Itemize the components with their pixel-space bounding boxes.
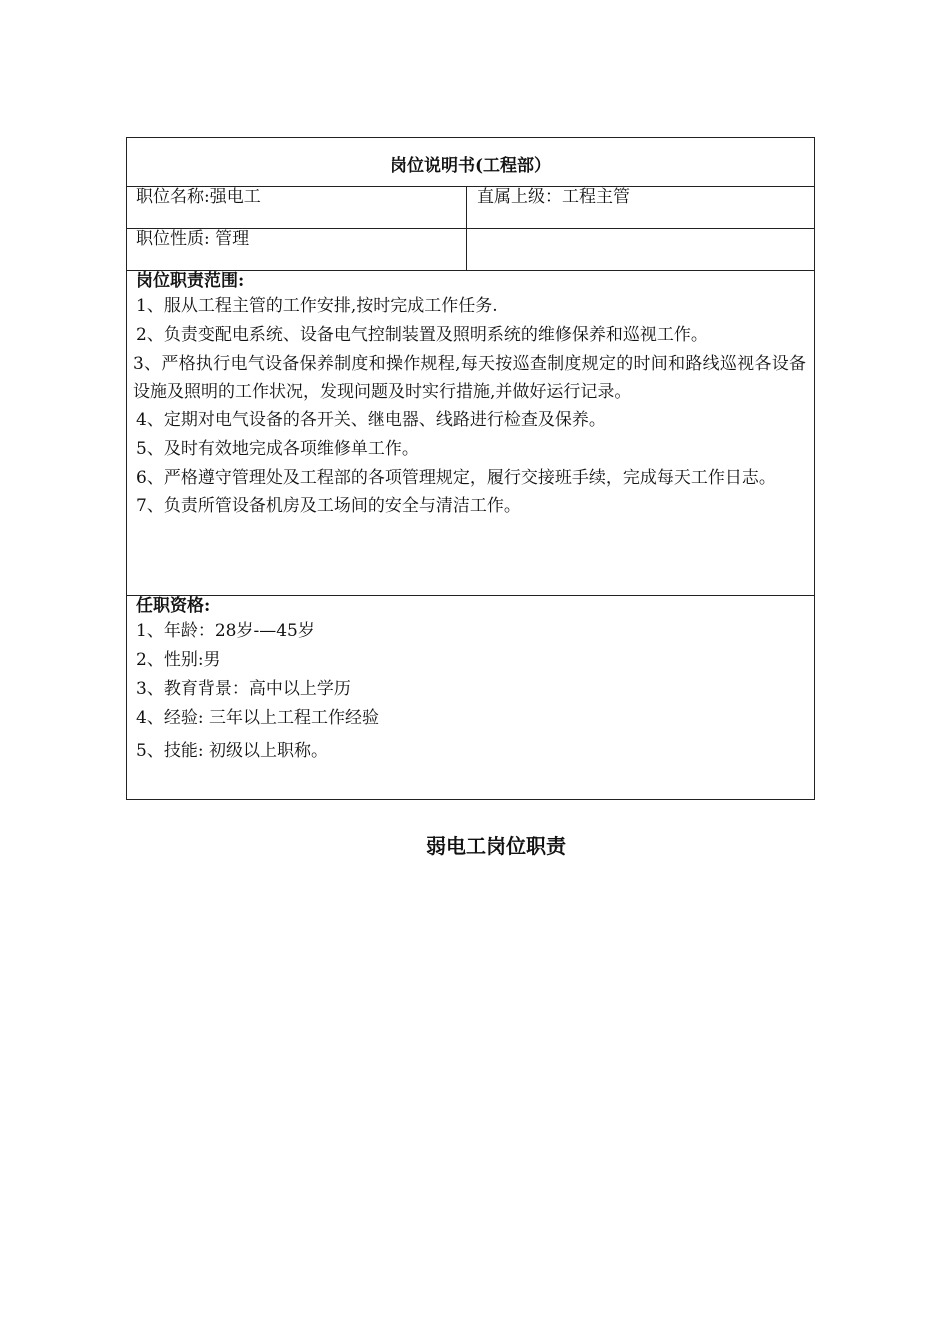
duty-item: 1、服从工程主管的工作安排,按时完成工作任务.	[136, 296, 498, 316]
duty-item: 5、及时有效地完成各项维修单工作。	[136, 439, 419, 459]
qualifications-heading: 任职资格:	[136, 596, 211, 616]
supervisor-cell: 直属上级：工程主管	[477, 187, 630, 207]
duty-item: 6、严格遵守管理处及工程部的各项管理规定，履行交接班手续，完成每天工作日志。	[136, 468, 776, 488]
job-description-table	[126, 137, 815, 800]
section-title: 弱电工岗位职责	[426, 834, 566, 858]
table-row	[127, 187, 814, 229]
duties-heading: 岗位职责范围:	[136, 271, 245, 291]
qualifications-section	[127, 596, 814, 799]
position-name-cell: 职位名称:强电工	[127, 187, 467, 228]
duties-section	[127, 271, 814, 596]
empty-cell	[467, 229, 814, 270]
qualification-item: 4、经验: 三年以上工程工作经验	[136, 708, 379, 728]
duty-item: 2、负责变配电系统、设备电气控制装置及照明系统的维修保养和巡视工作。	[136, 325, 708, 345]
duty-item: 4、定期对电气设备的各开关、继电器、线路进行检查及保养。	[136, 410, 606, 430]
position-nature-cell: 职位性质: 管理	[127, 229, 467, 270]
duty-item: 3、严格执行电气设备保养制度和操作规程,每天按巡查制度规定的时间和路线巡视各设备设施及照明的工作状况，发现问题及时实行措施,并做好运行记录。	[133, 354, 806, 402]
qualification-item: 5、技能: 初级以上职称。	[136, 741, 328, 761]
table-title: 岗位说明书(工程部）	[127, 138, 814, 187]
table-row	[127, 229, 814, 271]
qualification-item: 3、教育背景：高中以上学历	[136, 679, 351, 699]
qualification-item: 2、性别:男	[136, 650, 221, 670]
duty-item: 7、负责所管设备机房及工场间的安全与清洁工作。	[136, 496, 521, 516]
qualification-item: 1、年龄：28岁-—45岁	[136, 621, 315, 641]
